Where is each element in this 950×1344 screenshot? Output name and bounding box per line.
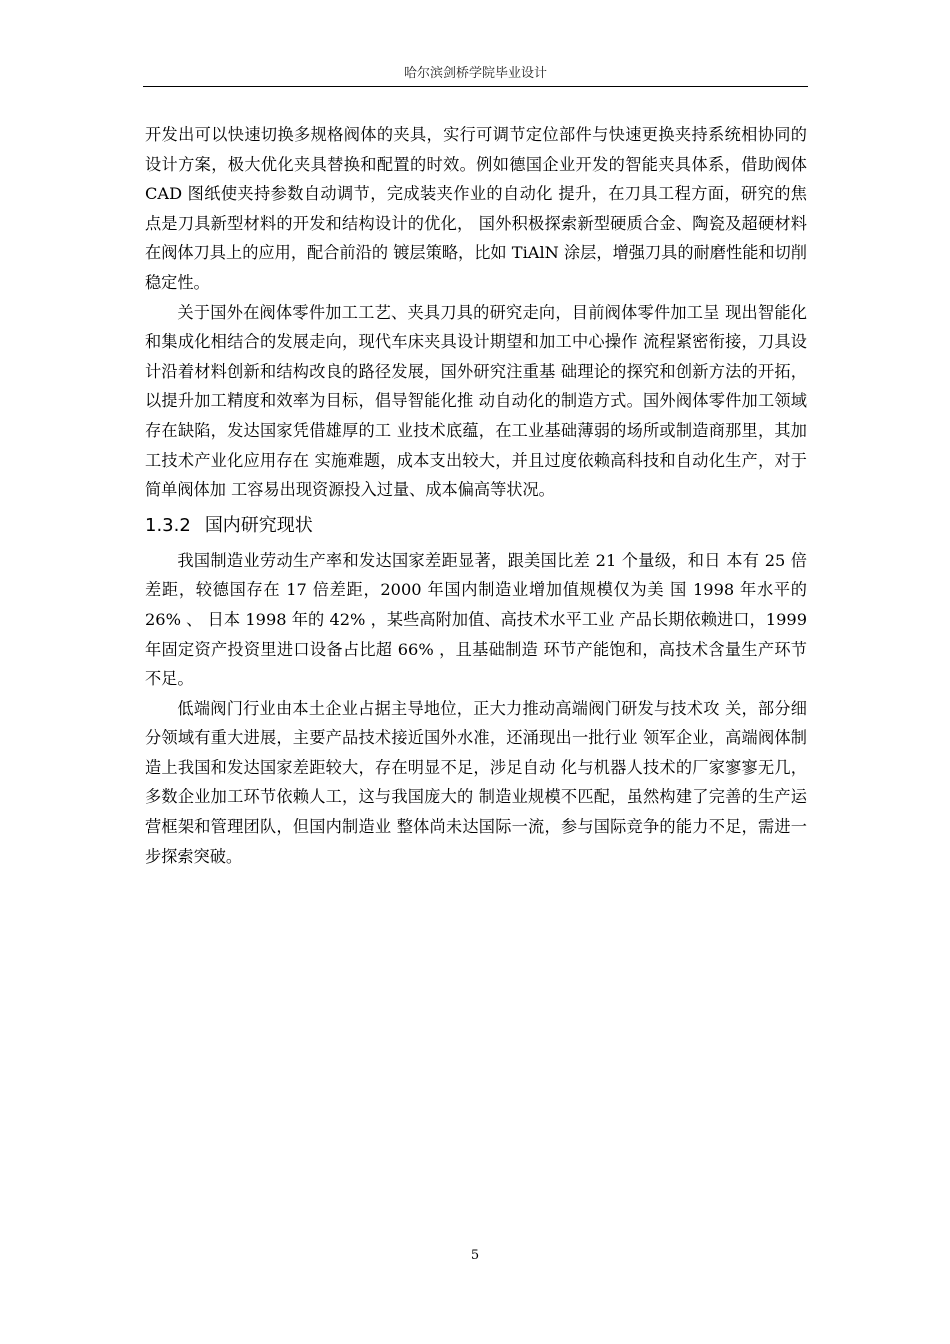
paragraph: 开发出可以快速切换多规格阀体的夹具，实行可调节定位部件与快速更换夹持系统相协同的设计方案，极大优化夹具替换和配置的时效。例如德国企业开发的智能夹具体系，借助阀体 CAD 图纸使夹持参数自动调节，完成装夹作业的自动化 提升，在刀具工程方面，研究的焦点是刀具新型材料的开发和结构设计的优化， 国外积极探索新型硬质合金、陶瓷及超硬材料在阀体刀具上的应用，配合前沿的 镀层策略，比如 TiAlN 涂层，增强刀具的耐磨性能和切削稳定性。 — [145, 125, 807, 292]
paragraph: 关于国外在阀体零件加工工艺、夹具刀具的研究走向，目前阀体零件加工呈 现出智能化和集成化相结合的发展走向，现代车床夹具设计期望和加工中心操作 流程紧密衔接，刀具设计沿着材料创新和结构改良的路径发展，国外研究注重基 础理论的探究和创新方法的开拓，以提升加工精度和效率为目标，倡导智能化推 动自动化的制造方式。国外阀体零件加工领域存在缺陷，发达国家凭借雄厚的工 业技术底蕴，在工业基础薄弱的场所或制造商那里，其加工技术产业化应用存在 实施难题，成本支出较大，并且过度依赖高科技和自动化生产，对于简单阀体加 工容易出现资源投入过量、成本偏高等状况。 — [145, 302, 807, 500]
page-header-title: 哈尔滨剑桥学院毕业设计 — [403, 66, 547, 81]
document-body — [145, 120, 807, 871]
section-heading — [145, 511, 807, 541]
section-number: 1.3.2 — [145, 514, 191, 536]
page-number: 5 — [470, 1248, 480, 1263]
paragraph: 低端阀门行业由本土企业占据主导地位，正大力推动高端阀门研发与技术攻 关，部分细分领域有重大进展，主要产品技术接近国外水准，还涌现出一批行业 领军企业，高端阀体制造上我国和发达国家差距较大，存在明显不足，涉足自动 化与机器人技术的厂家寥寥无几，多数企业加工环节依赖人工，这与我国庞大的 制造业规模不匹配，虽然构建了完善的生产运营框架和管理团队，但国内制造业 整体尚未达国际一流，参与国际竞争的能力不足，需进一步探索突破。 — [145, 698, 807, 866]
header-rule — [143, 86, 808, 87]
paragraph: 我国制造业劳动生产率和发达国家差距显著，跟美国比差 21 个量级，和日 本有 25 倍差距，较德国存在 17 倍差距，2000 年国内制造业增加值规模仅为美 国 1998 年水平的 26% 、 日本 1998 年的 42% ，某些高附加值、高技术水平工业 产品长期依赖进口，1999 年固定资产投资里进口设备占比超 66% ，且基础制造 环节产能饱和，高技术含量生产环节不足。 — [145, 550, 807, 689]
section-title: 国内研究现状 — [204, 514, 313, 536]
